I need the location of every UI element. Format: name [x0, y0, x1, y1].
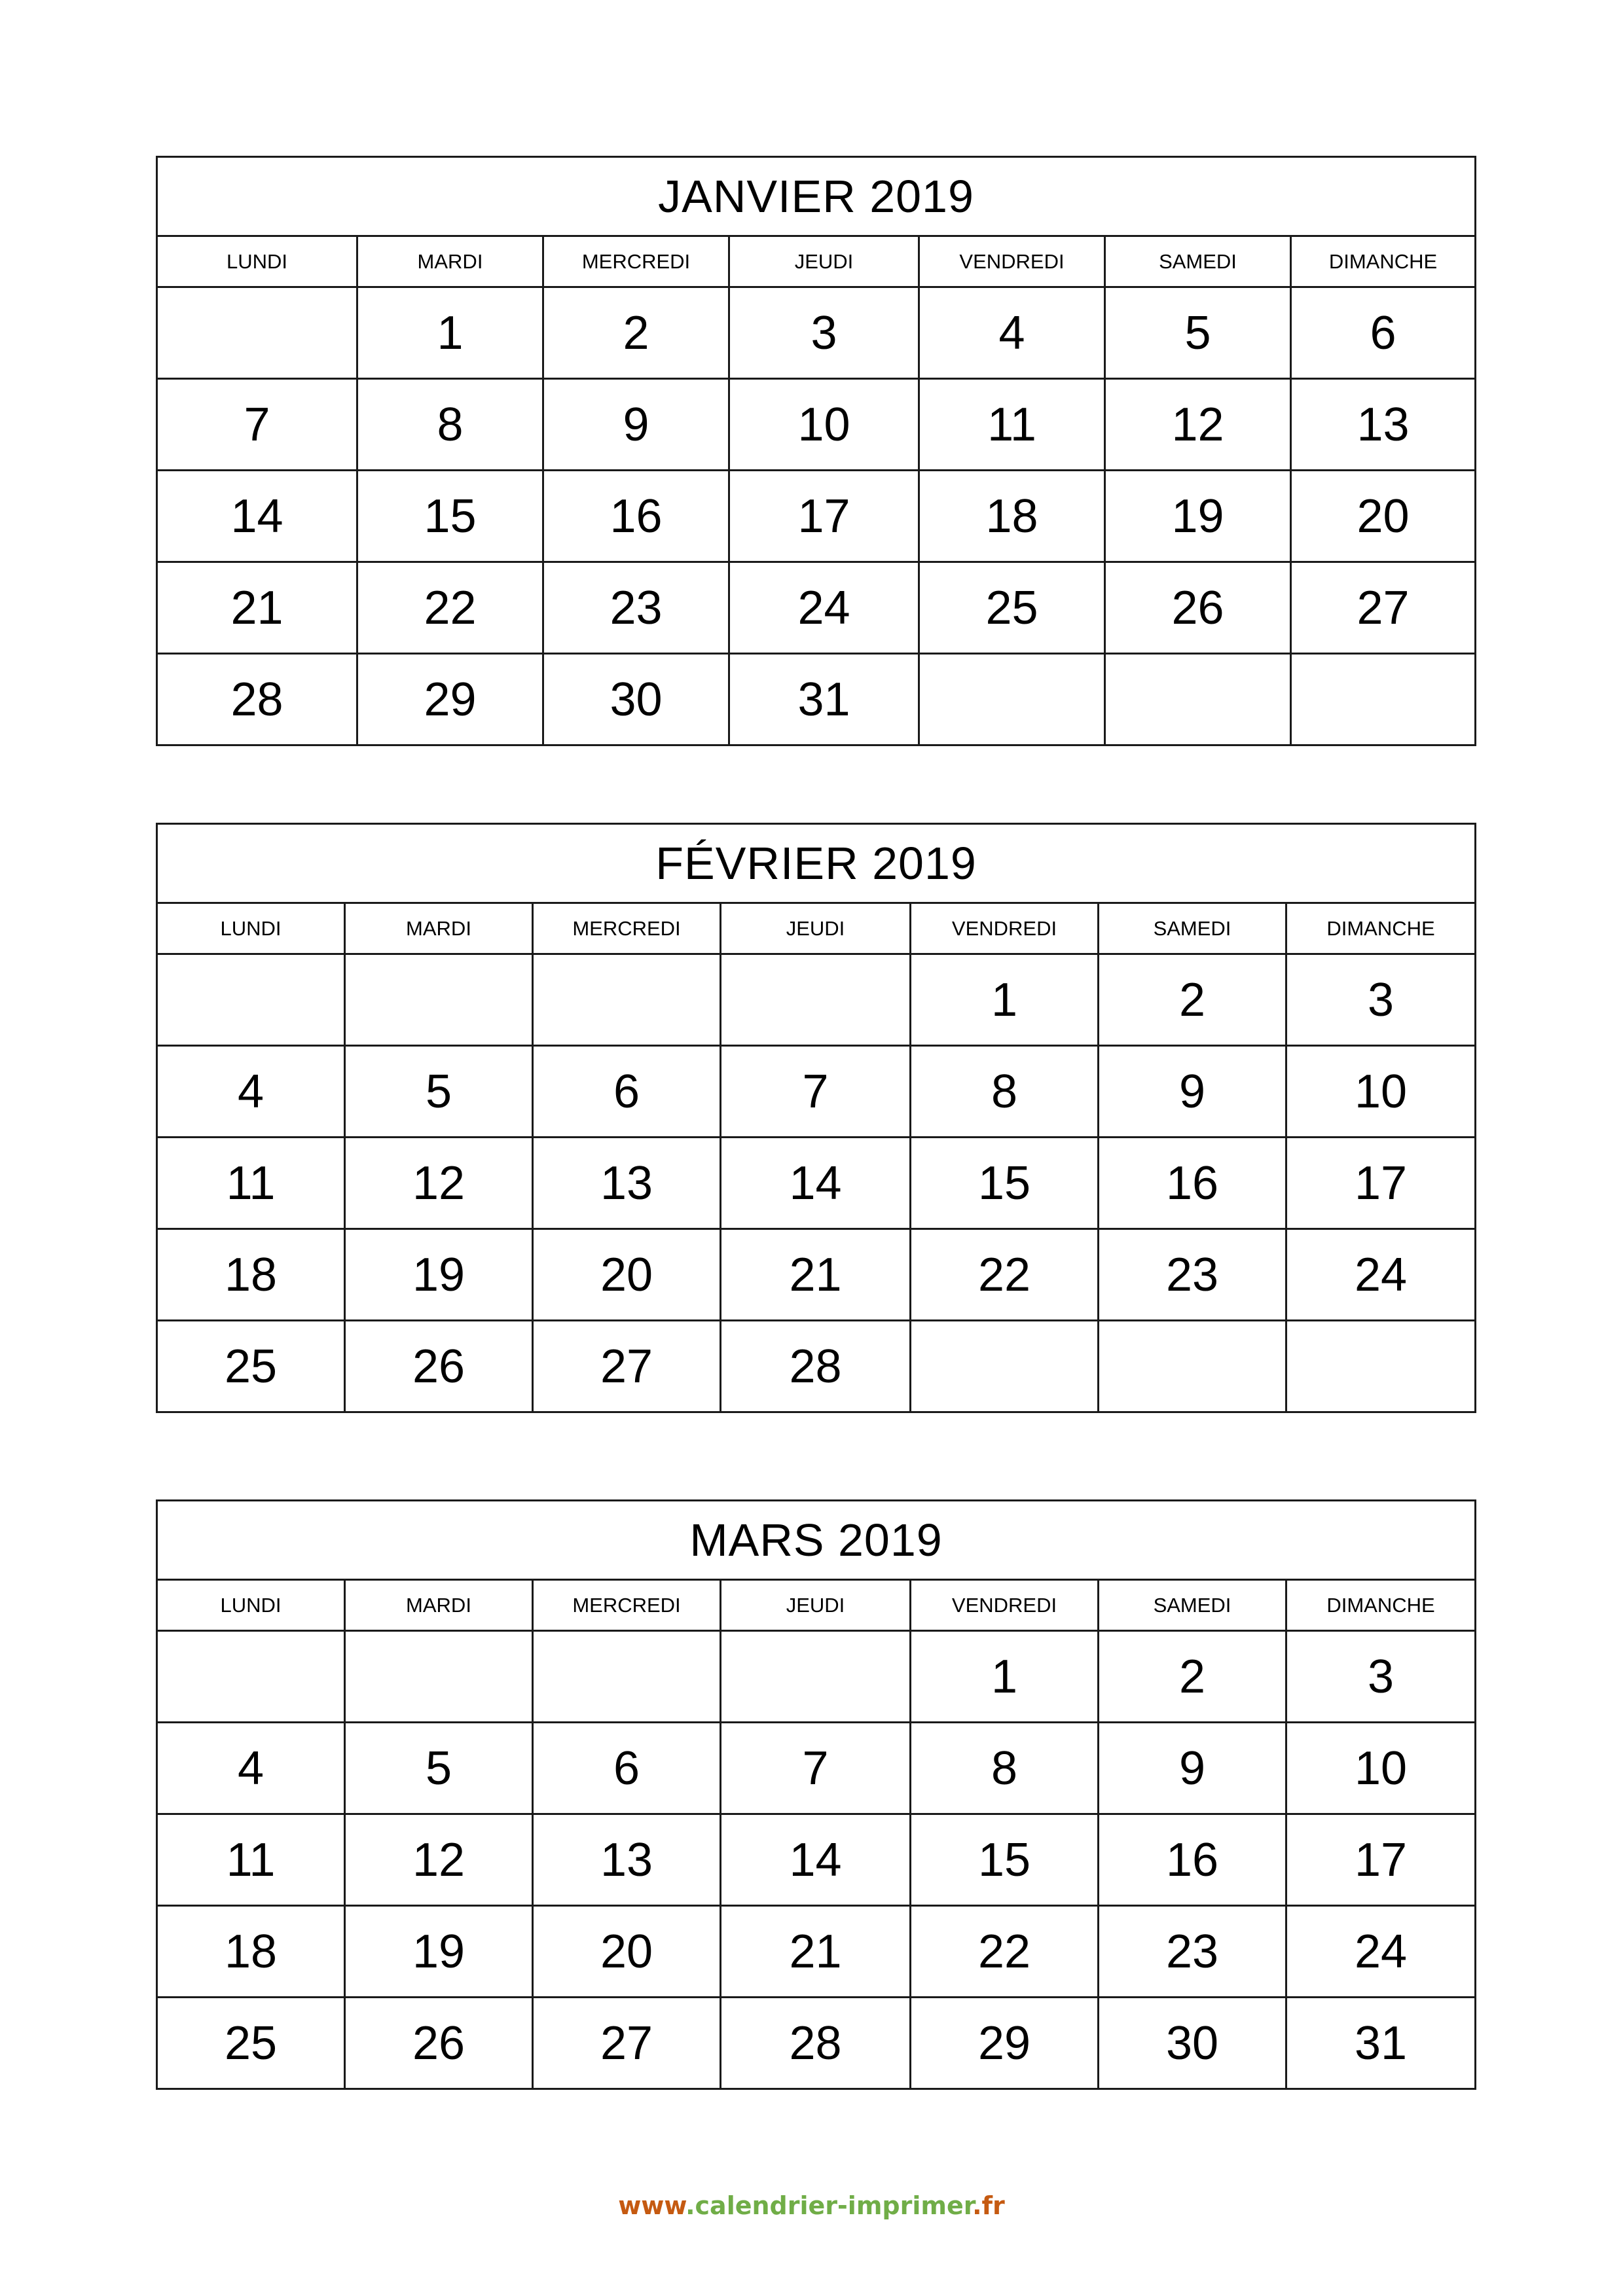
day-cell: 13 — [533, 1138, 721, 1229]
day-cell: 23 — [543, 562, 729, 654]
weekday-label: MARDI — [345, 903, 533, 954]
day-cell: 18 — [157, 1229, 345, 1321]
day-cell — [533, 954, 721, 1046]
weekday-label: MARDI — [357, 236, 543, 287]
day-cell: 13 — [533, 1814, 721, 1906]
weekday-label: LUNDI — [157, 236, 357, 287]
week-row — [157, 562, 1476, 654]
day-cell — [345, 1631, 533, 1723]
day-cell: 9 — [543, 379, 729, 471]
day-cell: 11 — [919, 379, 1105, 471]
footer-url-prefix: www — [618, 2191, 686, 2220]
week-row — [157, 379, 1476, 471]
week-row — [157, 1906, 1476, 1998]
day-cell — [345, 954, 533, 1046]
month-title: JANVIER 2019 — [157, 157, 1476, 236]
week-row — [157, 287, 1476, 379]
day-cell — [919, 654, 1105, 745]
day-cell: 5 — [345, 1046, 533, 1138]
week-row — [157, 1998, 1476, 2089]
day-cell — [721, 954, 911, 1046]
day-cell: 3 — [729, 287, 919, 379]
day-cell: 28 — [721, 1321, 911, 1412]
day-cell: 10 — [1286, 1046, 1476, 1138]
day-cell: 17 — [1286, 1814, 1476, 1906]
day-cell: 26 — [345, 1998, 533, 2089]
day-cell: 27 — [1291, 562, 1476, 654]
day-cell: 24 — [729, 562, 919, 654]
week-row — [157, 1814, 1476, 1906]
footer-url-domain: .calendrier-imprimer — [685, 2191, 973, 2220]
calendar-february — [156, 823, 1476, 1413]
week-row — [157, 1631, 1476, 1723]
day-cell: 7 — [721, 1046, 911, 1138]
day-cell: 10 — [1286, 1723, 1476, 1814]
day-cell: 15 — [911, 1814, 1099, 1906]
day-cell — [1286, 1321, 1476, 1412]
day-cell: 19 — [345, 1229, 533, 1321]
day-cell — [1105, 654, 1291, 745]
weekday-label: VENDREDI — [911, 903, 1099, 954]
weekday-label: LUNDI — [157, 1580, 345, 1631]
day-cell: 14 — [721, 1138, 911, 1229]
day-cell: 20 — [533, 1229, 721, 1321]
day-cell: 10 — [729, 379, 919, 471]
week-row — [157, 954, 1476, 1046]
day-cell: 17 — [1286, 1138, 1476, 1229]
day-cell: 22 — [911, 1906, 1099, 1998]
day-cell: 9 — [1099, 1046, 1286, 1138]
day-cell: 18 — [157, 1906, 345, 1998]
weekday-label: SAMEDI — [1105, 236, 1291, 287]
weekday-label: SAMEDI — [1099, 903, 1286, 954]
footer-url-tld: .fr — [972, 2191, 1005, 2220]
day-cell: 7 — [721, 1723, 911, 1814]
day-cell: 22 — [357, 562, 543, 654]
day-cell: 29 — [357, 654, 543, 745]
day-cell: 21 — [721, 1229, 911, 1321]
weekday-label: DIMANCHE — [1286, 903, 1476, 954]
week-row — [157, 1321, 1476, 1412]
day-cell: 26 — [1105, 562, 1291, 654]
weekday-label: LUNDI — [157, 903, 345, 954]
weekday-label: DIMANCHE — [1291, 236, 1476, 287]
weekday-label: MARDI — [345, 1580, 533, 1631]
day-cell: 20 — [533, 1906, 721, 1998]
day-cell: 16 — [1099, 1138, 1286, 1229]
weekday-label: DIMANCHE — [1286, 1580, 1476, 1631]
day-cell: 15 — [911, 1138, 1099, 1229]
weekday-label: JEUDI — [729, 236, 919, 287]
week-row — [157, 654, 1476, 745]
week-row — [157, 1046, 1476, 1138]
day-cell: 25 — [157, 1321, 345, 1412]
day-cell: 19 — [1105, 471, 1291, 562]
calendar-march — [156, 1499, 1476, 2090]
day-cell: 28 — [721, 1998, 911, 2089]
day-cell: 30 — [1099, 1998, 1286, 2089]
day-cell: 6 — [1291, 287, 1476, 379]
day-cell — [911, 1321, 1099, 1412]
day-cell: 13 — [1291, 379, 1476, 471]
day-cell: 4 — [157, 1723, 345, 1814]
weekday-label: VENDREDI — [911, 1580, 1099, 1631]
weekday-label: MERCREDI — [533, 903, 721, 954]
day-cell: 23 — [1099, 1229, 1286, 1321]
day-cell: 2 — [1099, 954, 1286, 1046]
day-cell: 5 — [1105, 287, 1291, 379]
day-cell: 3 — [1286, 1631, 1476, 1723]
weekday-label: JEUDI — [721, 1580, 911, 1631]
day-cell: 14 — [157, 471, 357, 562]
day-cell: 2 — [1099, 1631, 1286, 1723]
day-cell: 11 — [157, 1138, 345, 1229]
day-cell: 24 — [1286, 1906, 1476, 1998]
week-row — [157, 1138, 1476, 1229]
week-row — [157, 1723, 1476, 1814]
day-cell: 8 — [911, 1046, 1099, 1138]
day-cell — [157, 954, 345, 1046]
day-cell: 20 — [1291, 471, 1476, 562]
day-cell: 4 — [919, 287, 1105, 379]
day-cell: 8 — [357, 379, 543, 471]
weekday-header-row — [157, 903, 1476, 954]
day-cell: 19 — [345, 1906, 533, 1998]
week-row — [157, 1229, 1476, 1321]
day-cell: 8 — [911, 1723, 1099, 1814]
day-cell: 22 — [911, 1229, 1099, 1321]
day-cell: 14 — [721, 1814, 911, 1906]
day-cell — [1099, 1321, 1286, 1412]
weekday-label: VENDREDI — [919, 236, 1105, 287]
day-cell: 25 — [919, 562, 1105, 654]
day-cell: 11 — [157, 1814, 345, 1906]
day-cell: 29 — [911, 1998, 1099, 2089]
day-cell: 24 — [1286, 1229, 1476, 1321]
day-cell — [1291, 654, 1476, 745]
day-cell: 12 — [1105, 379, 1291, 471]
day-cell: 9 — [1099, 1723, 1286, 1814]
day-cell: 6 — [533, 1723, 721, 1814]
month-title: MARS 2019 — [157, 1501, 1476, 1580]
day-cell — [721, 1631, 911, 1723]
day-cell: 3 — [1286, 954, 1476, 1046]
weekday-header-row — [157, 1580, 1476, 1631]
day-cell: 21 — [157, 562, 357, 654]
day-cell: 31 — [729, 654, 919, 745]
day-cell: 6 — [533, 1046, 721, 1138]
day-cell: 26 — [345, 1321, 533, 1412]
weekday-header-row — [157, 236, 1476, 287]
day-cell — [157, 1631, 345, 1723]
day-cell: 28 — [157, 654, 357, 745]
day-cell: 23 — [1099, 1906, 1286, 1998]
day-cell: 27 — [533, 1998, 721, 2089]
day-cell: 12 — [345, 1138, 533, 1229]
day-cell: 5 — [345, 1723, 533, 1814]
day-cell: 15 — [357, 471, 543, 562]
website-footer[interactable] — [0, 2191, 1623, 2220]
day-cell: 12 — [345, 1814, 533, 1906]
day-cell: 31 — [1286, 1998, 1476, 2089]
weekday-label: MERCREDI — [533, 1580, 721, 1631]
day-cell: 1 — [357, 287, 543, 379]
day-cell: 1 — [911, 1631, 1099, 1723]
day-cell: 2 — [543, 287, 729, 379]
week-row — [157, 471, 1476, 562]
day-cell: 18 — [919, 471, 1105, 562]
weekday-label: SAMEDI — [1099, 1580, 1286, 1631]
day-cell: 27 — [533, 1321, 721, 1412]
day-cell: 4 — [157, 1046, 345, 1138]
day-cell: 30 — [543, 654, 729, 745]
day-cell: 16 — [543, 471, 729, 562]
weekday-label: JEUDI — [721, 903, 911, 954]
weekday-label: MERCREDI — [543, 236, 729, 287]
day-cell: 21 — [721, 1906, 911, 1998]
month-title: FÉVRIER 2019 — [157, 824, 1476, 903]
day-cell: 7 — [157, 379, 357, 471]
day-cell: 16 — [1099, 1814, 1286, 1906]
day-cell: 25 — [157, 1998, 345, 2089]
day-cell: 1 — [911, 954, 1099, 1046]
calendar-january — [156, 156, 1476, 746]
day-cell — [533, 1631, 721, 1723]
day-cell — [157, 287, 357, 379]
day-cell: 17 — [729, 471, 919, 562]
